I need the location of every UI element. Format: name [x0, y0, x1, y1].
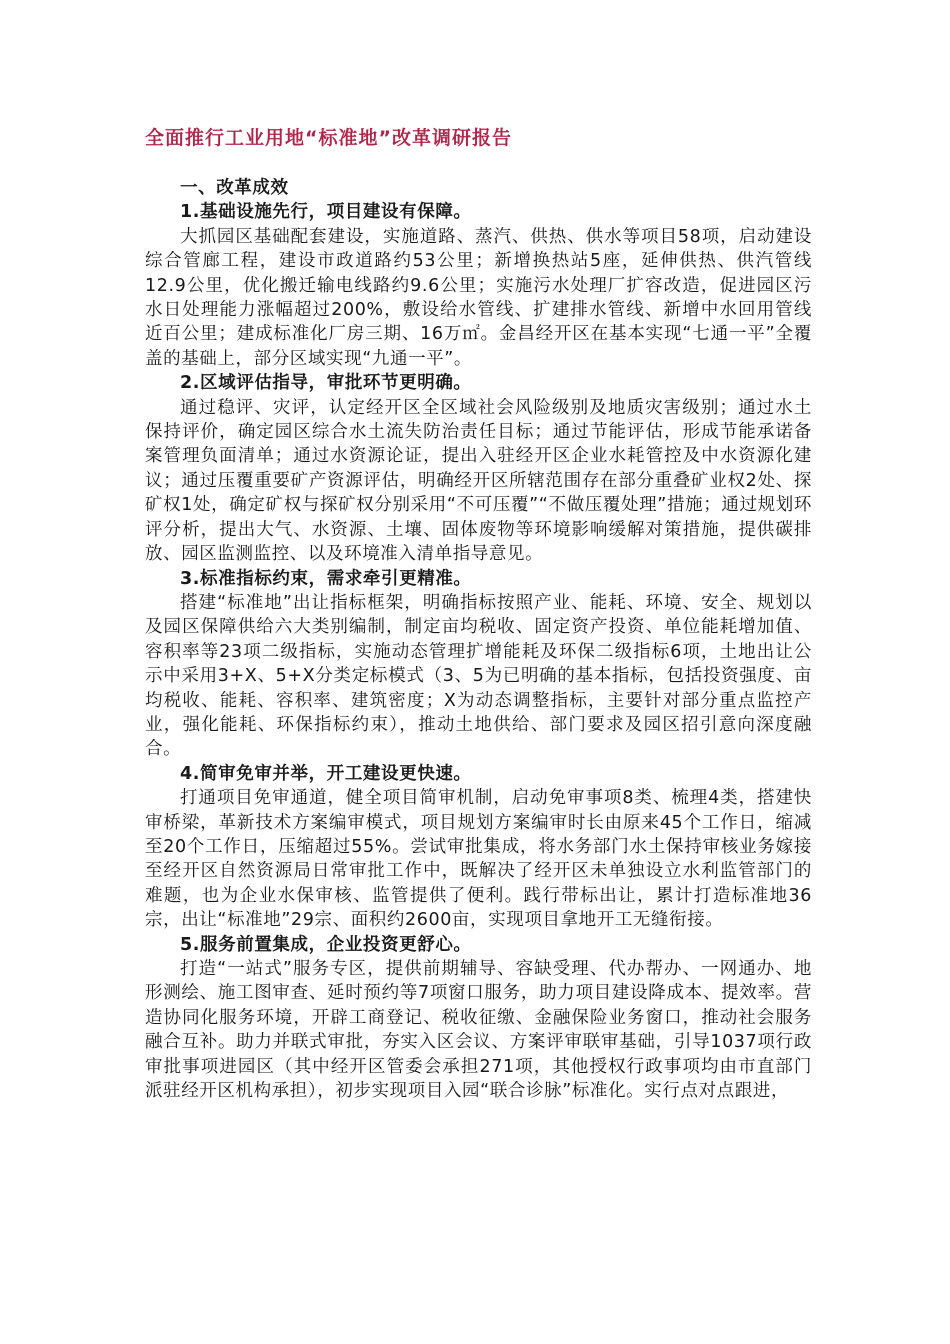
- section-heading: 3.标准指标约束，需求牵引更精准。: [180, 568, 472, 589]
- section-heading: 1.基础设施先行，项目建设有保障。: [180, 202, 472, 223]
- section-heading: 一、改革成效: [180, 178, 289, 198]
- body-paragraph: 打通项目免审通道，健全项目简审机制，启动免审事项8类、梳理4类，搭建快审桥梁，革新技术方案编审模式，项目规划方案编审时长由原来45个工作日，缩减至20个工作日，压缩超过55%。尝试审批集成，将水务部门水土保持审核业务嫁接至经开区自然资源局日常审批工作中，既解决了经开区未单独设立水利监管部门的难题，也为企业水保审核、监管提供了便利。践行带标出让，累计打造标准地36宗，出让“标准地”29宗、面积约2600亩，实现项目拿地开工无缝衔接。: [145, 788, 812, 931]
- document-title: 全面推行工业用地“标准地”改革调研报告: [145, 127, 512, 149]
- body-paragraph: 打造“一站式”服务专区，提供前期辅导、容缺受理、代办帮办、一网通办、地形测绘、施工图审查、延时预约等7项窗口服务，助力项目建设降成本、提效率。营造协同化服务环境，开辟工商登记、税收征缴、金融保险业务窗口，推动社会服务融合互补。助力并联式审批，夯实入区会议、方案评审联审基础，引导1037项行政审批事项进园区（其中经开区管委会承担271项，其他授权行政事项均由市直部门派驻经开区机构承担），初步实现项目入园“联合诊脉”标准化。实行点对点跟进，: [145, 959, 812, 1102]
- section-heading: 5.服务前置集成，企业投资更舒心。: [180, 934, 472, 955]
- section-heading: 4.简审免审并举，开工建设更快速。: [180, 763, 472, 784]
- body-paragraph: 大抓园区基础配套建设，实施道路、蒸汽、供热、供水等项目58项，启动建设综合管廊工程，建设市政道路约53公里；新增换热站5座，延伸供热、供汽管线12.9公里，优化搬迁输电线路约9.6公里；实施污水处理厂扩容改造，促进园区污水日处理能力涨幅超过200%，敷设给水管线、扩建排水管线、新增中水回用管线近百公里；建成标准化厂房三期、16万㎡。金昌经开区在基本实现“七通一平”全覆盖的基础上，部分区域实现“九通一平”。: [145, 226, 812, 369]
- section-heading: 2.区域评估指导，审批环节更明确。: [180, 373, 472, 394]
- document-body: [145, 176, 812, 1103]
- body-paragraph: 通过稳评、灾评，认定经开区全区域社会风险级别及地质灾害级别；通过水土保持评价，确定园区综合水土流失防治责任目标；通过节能评估，形成节能承诺备案管理负面清单；通过水资源论证，提出入驻经开区企业水耗管控及中水资源化建议；通过压覆重要矿产资源评估，明确经开区所辖范围存在部分重叠矿业权2处、探矿权1处，确定矿权与探矿权分别采用“不可压覆”“不做压覆处理”措施；通过规划环评分析，提出大气、水资源、土壤、固体废物等环境影响缓解对策措施，提供碳排放、园区监测监控、以及环境准入清单指导意见。: [145, 397, 812, 565]
- body-paragraph: 搭建“标准地”出让指标框架，明确指标按照产业、能耗、环境、安全、规划以及园区保障供给六大类别编制，制定亩均税收、固定资产投资、单位能耗增加值、容积率等23项二级指标，实施动态管理扩增能耗及环保二级指标6项，土地出让公示中采用3+X、5+X分类定标模式（3、5为已明确的基本指标，包括投资强度、亩均税收、能耗、容积率、建筑密度；X为动态调整指标，主要针对部分重点监控产业，强化能耗、环保指标约束），推动土地供给、部门要求及园区招引意向深度融合。: [145, 592, 812, 760]
